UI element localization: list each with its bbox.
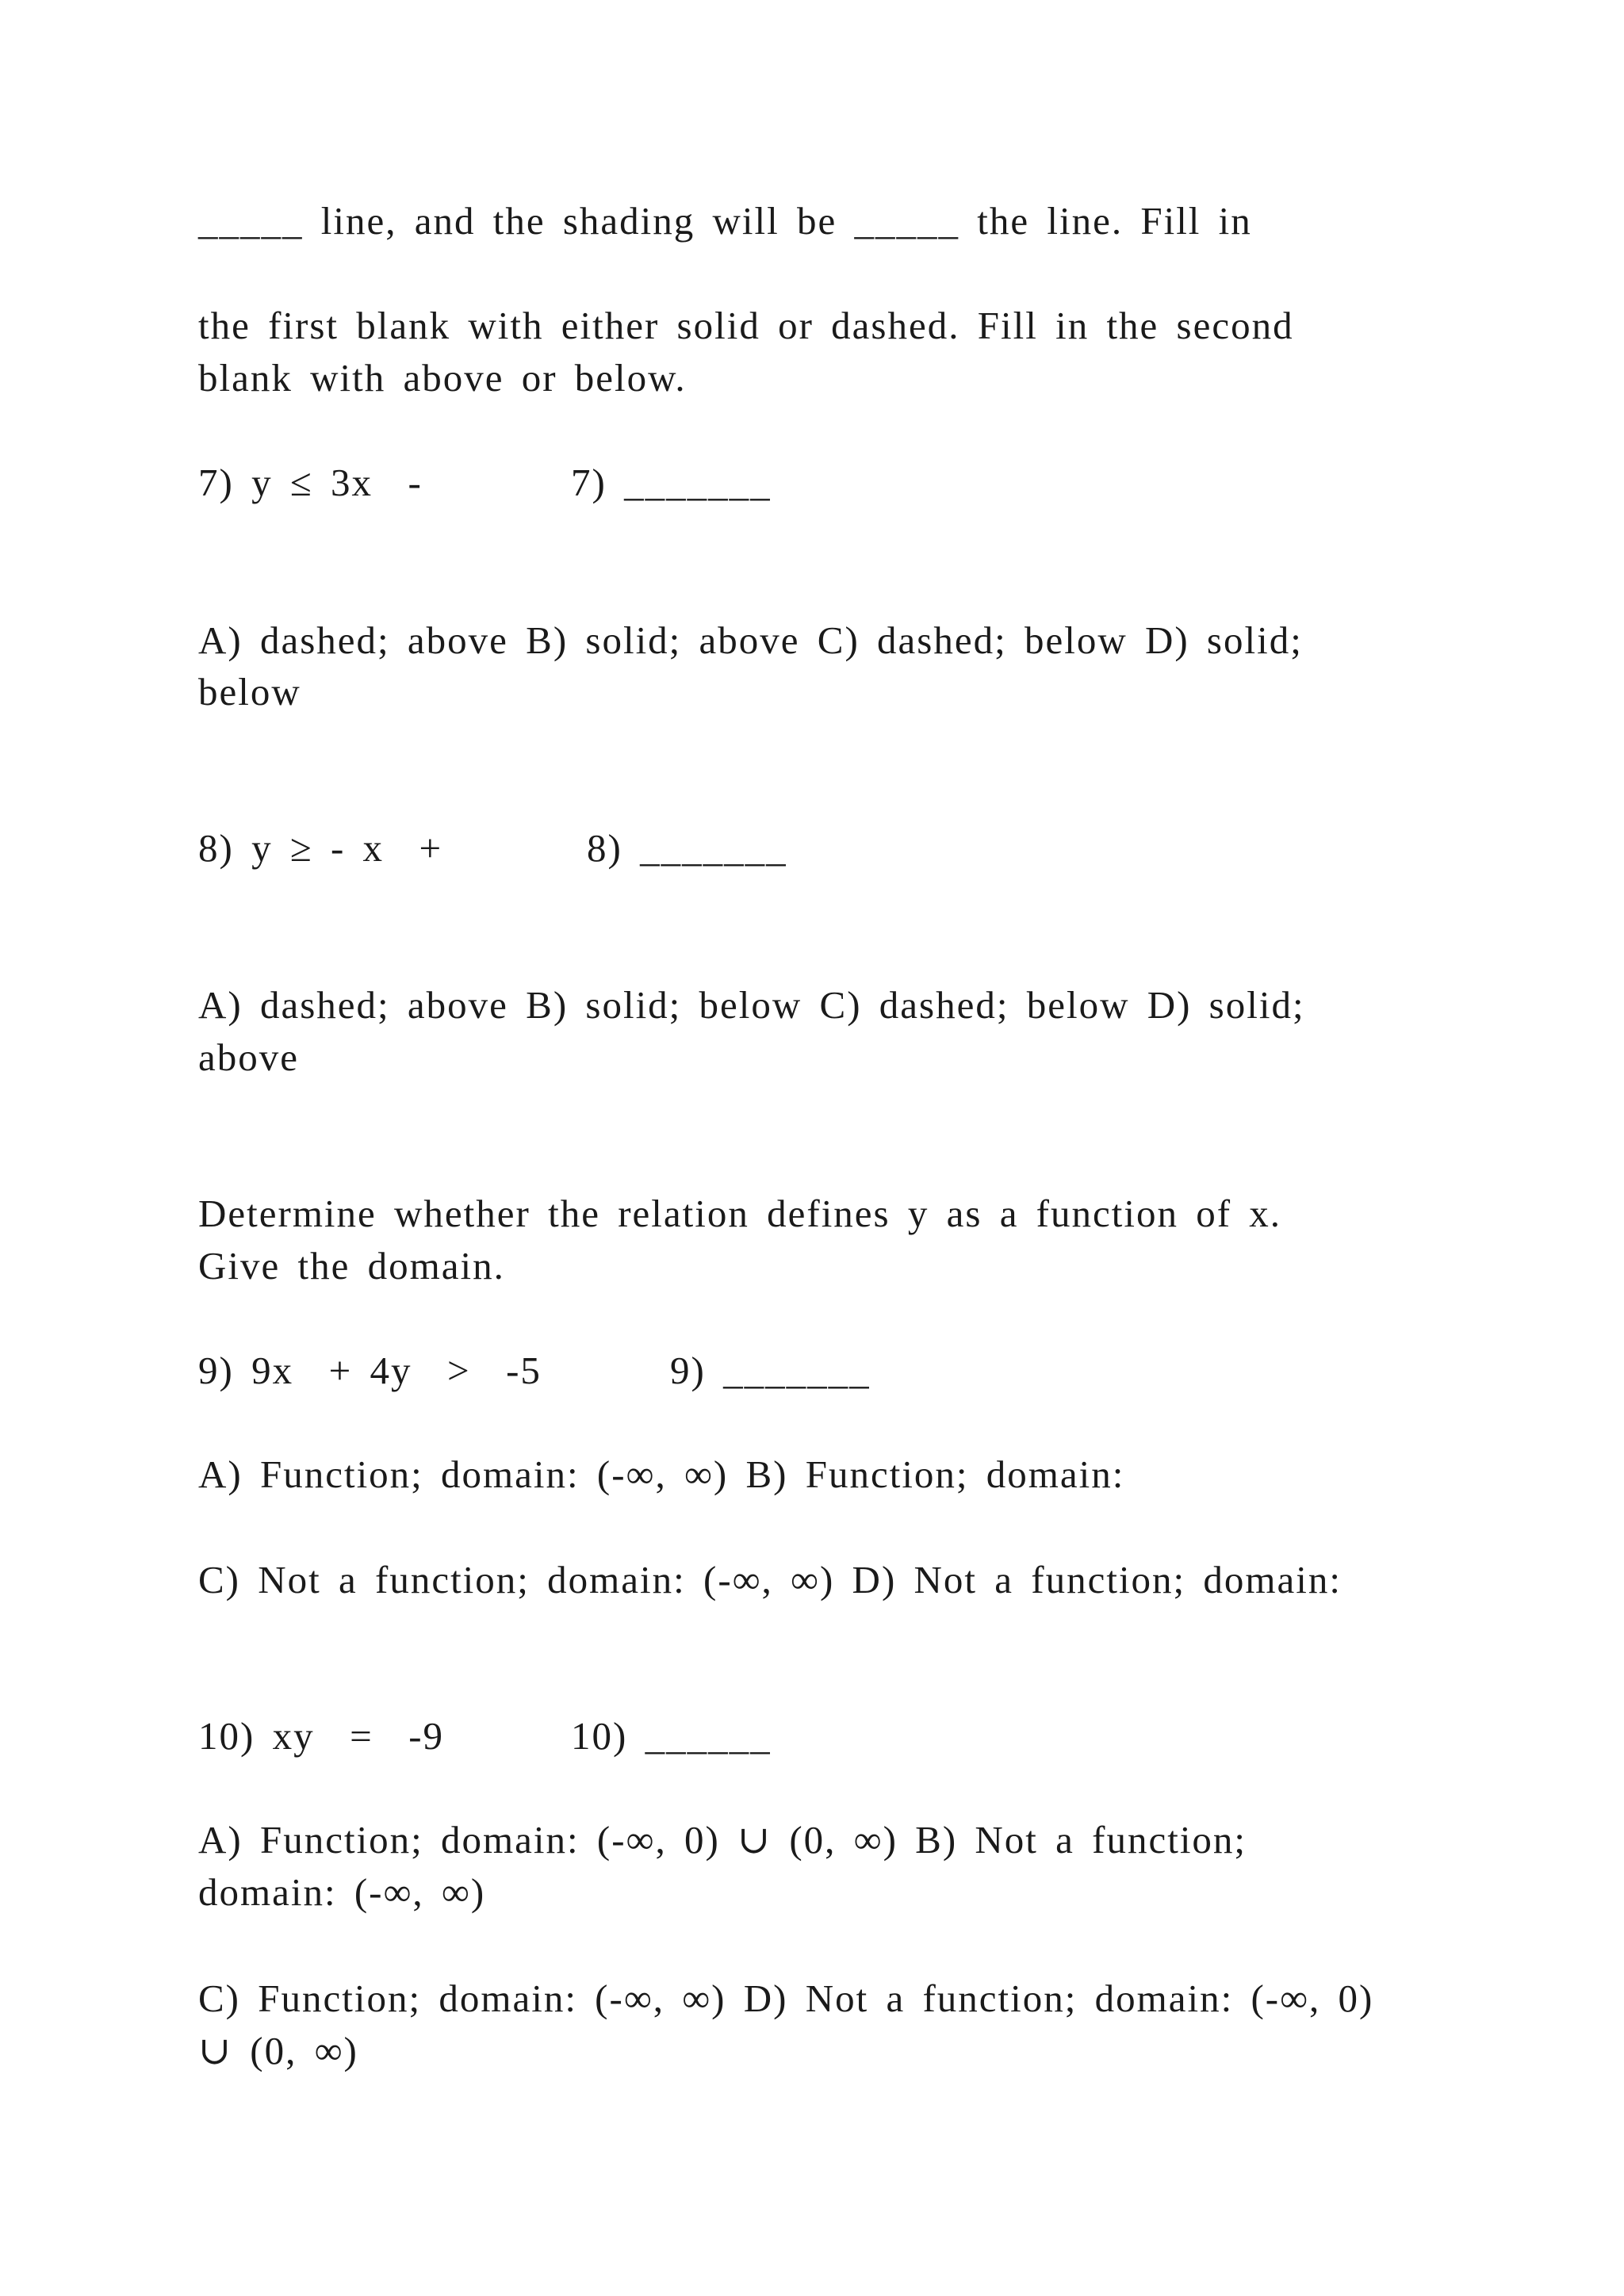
question-7-choices-line-1: A) dashed; above B) solid; above C) dashed; below D) solid; [198, 618, 1303, 662]
question-9-choices-line-1: A) Function; domain: (-∞, ∞) B) Function; domain: [198, 1452, 1125, 1496]
question-8-stem: 8) y ≥ - x + [198, 826, 443, 870]
question-10-answer-blank: 10) ______ [571, 1714, 772, 1758]
question-9-choices-line-2: C) Not a function; domain: (-∞, ∞) D) Not a function; domain: [198, 1558, 1342, 1601]
question-10-choices-line-3: C) Function; domain: (-∞, ∞) D) Not a function; domain: (-∞, 0) [198, 1976, 1374, 2020]
question-7-stem: 7) y ≤ 3x - [198, 461, 423, 504]
question-7-choices-line-2: below [198, 670, 301, 714]
question-10-choices-line-1: A) Function; domain: (-∞, 0) ∪ (0, ∞) B) Not a function; [198, 1818, 1247, 1862]
instruction-line-3: blank with above or below. [198, 356, 687, 400]
question-8-answer-blank: 8) _______ [587, 826, 787, 870]
question-9-stem: 9) 9x + 4y > -5 [198, 1349, 542, 1392]
instruction-line-2: the first blank with either solid or dashed. Fill in the second [198, 304, 1294, 347]
question-8-choices-line-2: above [198, 1035, 299, 1079]
question-9-answer-blank: 9) _______ [670, 1349, 871, 1392]
question-10-choices-line-2: domain: (-∞, ∞) [198, 1870, 486, 1914]
question-8-choices-line-1: A) dashed; above B) solid; below C) dashed; below D) solid; [198, 983, 1305, 1027]
question-7-answer-blank: 7) _______ [571, 461, 772, 504]
section-instruction-line-2: Give the domain. [198, 1244, 505, 1288]
question-10-stem: 10) xy = -9 [198, 1714, 445, 1758]
instruction-line-1: _____ line, and the shading will be _____ the line. Fill in [198, 199, 1252, 243]
question-10-choices-line-4: ∪ (0, ∞) [198, 2029, 358, 2072]
section-instruction-line-1: Determine whether the relation defines y as a function of x. [198, 1192, 1282, 1235]
